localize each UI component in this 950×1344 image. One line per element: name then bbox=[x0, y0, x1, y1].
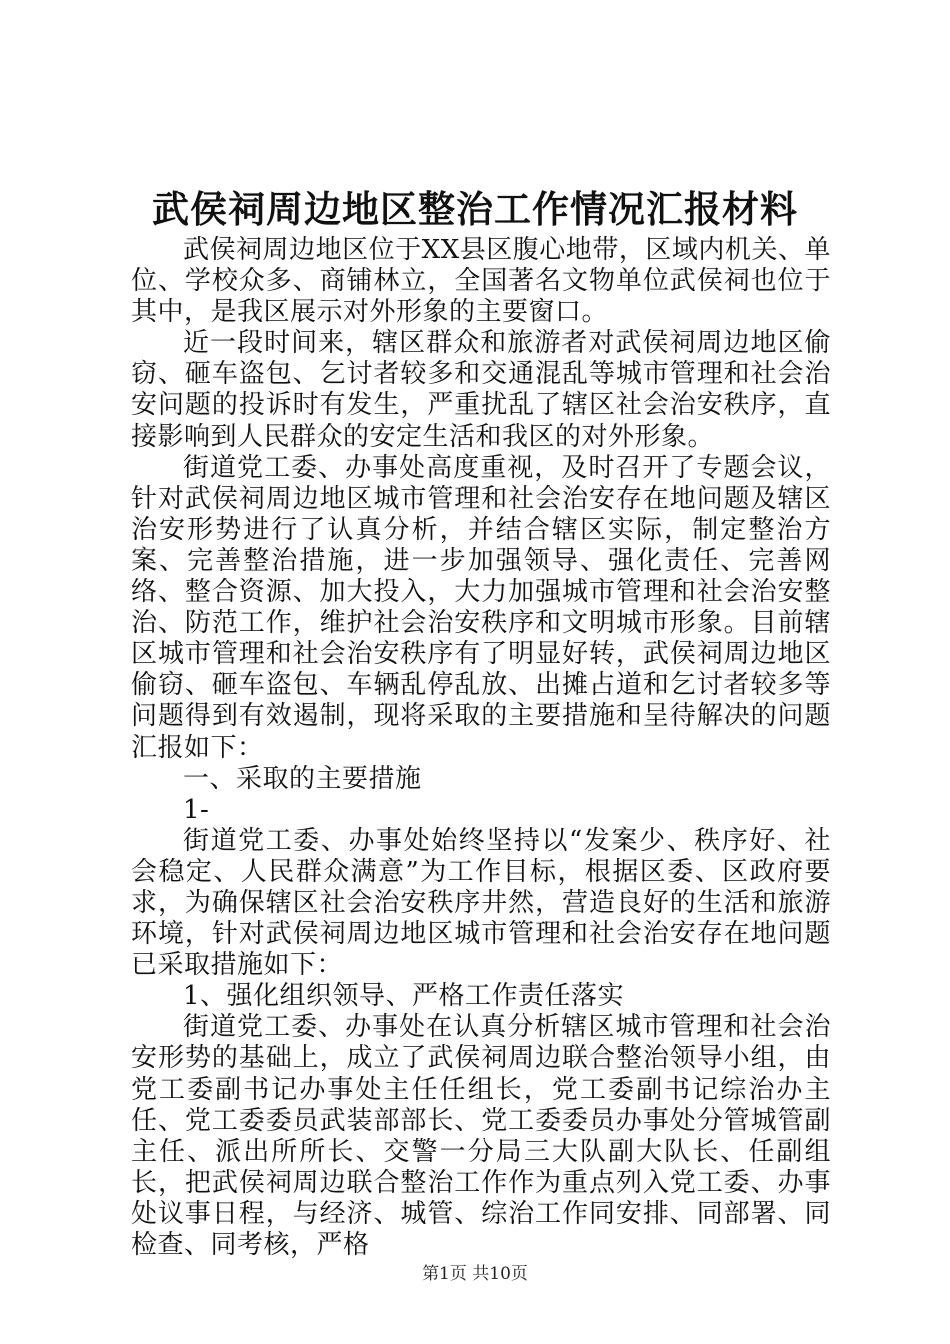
numbering-marker: 1- bbox=[183, 794, 210, 825]
paragraph-leadership: 街道党工委、办事处在认真分析辖区城市管理和社会治安形势的基础上，成立了武侯祠周边联合整治领导小组，由党工委副书记办事处主任任组长，党工委副书记综治办主任、党工委委员武装部部长、党工委委员办事处分管城管副主任、派出所所长、交警一分局三大队副大队长、任副组长，把武侯祠周边联合整治工作作为重点列入党工委、办事处议事日程，与经济、城管、综治工作同安排、同部署、同检查、同考核，严格 bbox=[131, 1012, 831, 1260]
section-heading-measures: 一、采取的主要措施 bbox=[183, 763, 422, 794]
document-body bbox=[131, 235, 831, 1261]
document-title: 武侯祠周边地区整治工作情况汇报材料 bbox=[152, 187, 798, 231]
paragraph-response: 街道党工委、办事处高度重视，及时召开了专题会议，针对武侯祠周边地区城市管理和社会治安存在地问题及辖区治安形势进行了认真分析，并结合辖区实际，制定整治方案、完善整治措施，进一步加强领导、强化责任、完善网络、整合资源、加大投入，大力加强城市管理和社会治安整治、防范工作，维护社会治安秩序和文明城市形象。目前辖区城市管理和社会治安秩序有了明显好转，武侯祠周边地区偷窃、砸车盗包、车辆乱停乱放、出摊占道和乞讨者较多等问题得到有效遏制，现将采取的主要措施和呈待解决的问题汇报如下： bbox=[131, 452, 831, 763]
paragraph-goals: 街道党工委、办事处始终坚持以“发案少、秩序好、社会稳定、人民群众满意”为工作目标，根据区委、区政府要求，为确保辖区社会治安秩序井然，营造良好的生活和旅游环境，针对武侯祠周边地区城市管理和社会治安存在地问题已采取措施如下： bbox=[131, 825, 831, 981]
subheading-leadership: 1、强化组织领导、严格工作责任落实 bbox=[183, 981, 625, 1012]
paragraph-problems: 近一段时间来，辖区群众和旅游者对武侯祠周边地区偷窃、砸车盗包、乞讨者较多和交通混乱等城市管理和社会治安问题的投诉时有发生，严重扰乱了辖区社会治安秩序，直接影响到人民群众的安定生活和我区的对外形象。 bbox=[131, 328, 831, 452]
page-footer: 第1页 共10页 bbox=[422, 1264, 528, 1284]
paragraph-intro: 武侯祠周边地区位于XX县区腹心地带，区域内机关、单位、学校众多、商铺林立，全国著名文物单位武侯祠也位于其中，是我区展示对外形象的主要窗口。 bbox=[131, 235, 831, 328]
